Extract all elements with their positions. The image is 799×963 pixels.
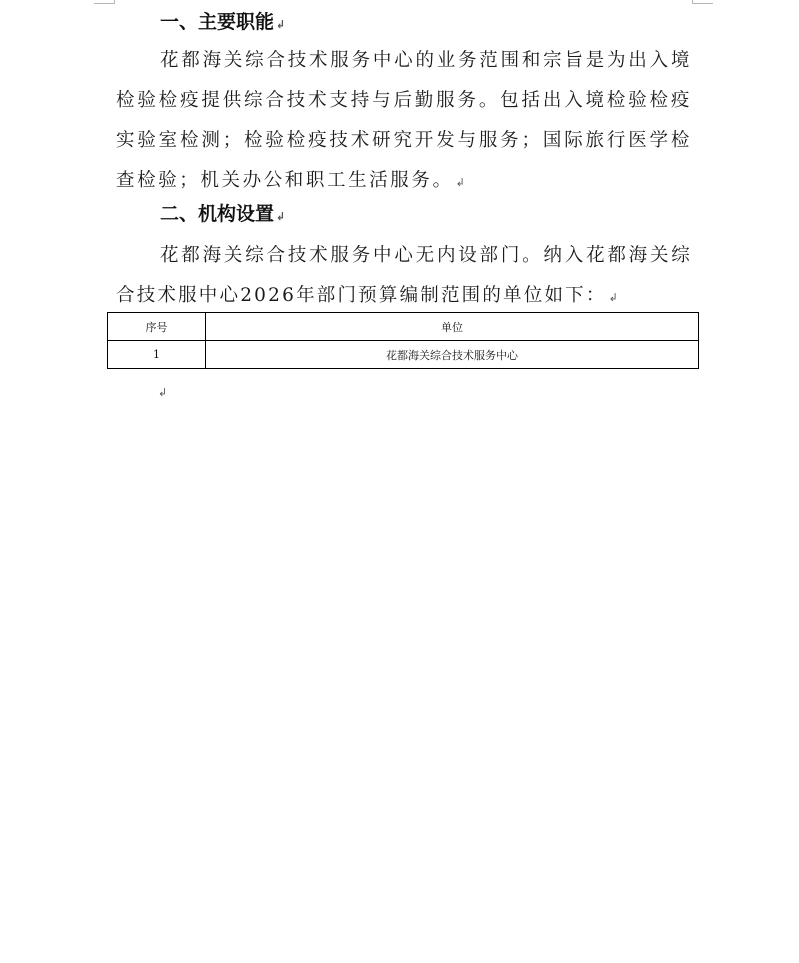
- paragraph-text: 花都海关综合技术服务中心的业务范围和宗旨是为出入境检验检疫提供综合技术支持与后勤服务。包括出入境检验检疫实验室检测；检验检疫技术研究开发与服务；国际旅行医学检查检验；机关办公和职工生活服务。: [116, 50, 692, 191]
- heading-text: 一、主要职能: [160, 11, 275, 33]
- table-cell-number: 1: [108, 341, 206, 369]
- paragraph-mark-icon: ↲: [276, 18, 286, 31]
- paragraph-mark-icon: ↲: [276, 210, 286, 223]
- table-cell-unit: 花都海关综合技术服务中心: [206, 341, 699, 369]
- page-corner-mark-left: [94, 0, 115, 4]
- column-header-number: 序号: [108, 313, 206, 341]
- functions-paragraph: [116, 41, 692, 203]
- heading-text: 二、机构设置: [160, 203, 275, 225]
- budget-units-table: [107, 312, 699, 369]
- organization-paragraph: [116, 236, 692, 318]
- section-heading-organization: [160, 202, 285, 229]
- paragraph-mark-icon: ↲: [455, 176, 465, 189]
- paragraph-mark-icon: ↲: [158, 386, 168, 399]
- table-row: [108, 341, 699, 369]
- column-header-unit: 单位: [206, 313, 699, 341]
- table-header-row: [108, 313, 699, 341]
- section-heading-functions: [160, 10, 285, 37]
- paragraph-text: 花都海关综合技术服务中心无内设部门。纳入花都海关综合技术服中心2026年部门预算编制范围的单位如下：: [116, 245, 692, 306]
- paragraph-mark-icon: ↲: [608, 291, 618, 304]
- page-corner-mark-right: [692, 0, 713, 4]
